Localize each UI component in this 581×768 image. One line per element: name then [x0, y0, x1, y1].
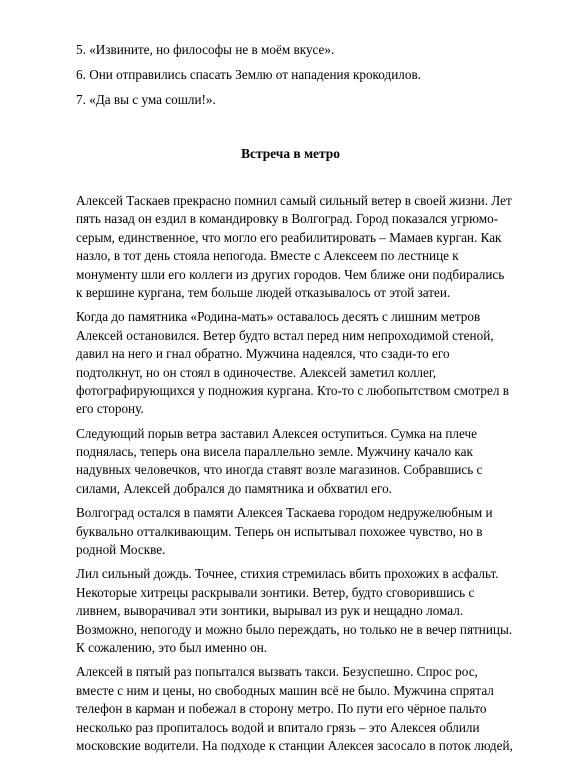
text-line: Алексей в пятый раз попытался вызвать такси. Безуспешно. Спрос рос,: [76, 664, 478, 680]
text-line: к вершине кургана, тем больше людей отказывалось от этой затеи.: [76, 284, 451, 300]
paragraph: [76, 308, 546, 418]
text-line: давил на него и гнал обратно. Мужчина надеялся, что сзади-то его: [76, 346, 450, 362]
paragraph: [76, 663, 546, 755]
text-line: силами, Алексей добрался до памятника и обхватил его.: [76, 480, 392, 496]
text-line: Возможно, непогоду и можно было переждать, но только не в вечер пятницы.: [76, 621, 513, 637]
text-line: надувных человечков, что иногда ставят возле магазинов. Собравшись с: [76, 462, 483, 478]
section-title: Встреча в метро: [241, 146, 340, 161]
text-line: Следующий порыв ветра заставил Алексея оступиться. Сумка на плече: [76, 425, 478, 441]
text-line: ливнем, выворачивал эти зонтики, вырывал из рук и нещадно ломал.: [76, 603, 464, 619]
paragraph: [76, 425, 546, 499]
text-line: Некоторые хитрецы раскрывали зонтики. Ветер, будто сговорившись с: [76, 584, 475, 600]
text-line: несколько раз пропиталось водой и впитало грязь – это Алексея облили: [76, 719, 480, 735]
text-line: Когда до памятника «Родина-мать» оставалось десять с лишним метров: [76, 309, 481, 325]
text-line: Алексей Таскаев прекрасно помнил самый сильный ветер в своей жизни. Лет: [76, 193, 512, 208]
text-line: монументу шли его коллеги из других городов. Чем ближе они подбирались: [76, 266, 505, 282]
paragraph: [76, 192, 546, 302]
text-line: телефон в карман и побежал в сторону метро. По пути его чёрное пальто: [76, 701, 487, 717]
text-line: его сторону.: [76, 401, 144, 417]
text-line: К сожалению, это был именно он.: [76, 639, 268, 655]
paragraph: [76, 504, 546, 559]
text-line: подтолкнут, но он стоял в одиночестве. Алексей заметил коллег,: [76, 364, 437, 380]
story-body: [76, 192, 546, 761]
text-line: родной Москве.: [76, 542, 166, 558]
text-line: Алексей остановился. Ветер будто встал перед ним непроходимой стеной,: [76, 327, 494, 343]
text-line: пять назад он ездил в командировку в Волгоград. Город показался угрюмо-: [76, 211, 499, 227]
paragraph: [76, 565, 546, 657]
text-line: буквально отталкивающим. Теперь он испытывал похожее чувство, но в: [76, 523, 483, 539]
numbered-list: [76, 42, 421, 118]
text-line: Лил сильный дождь. Точнее, стихия стремилась вбить прохожих в асфальт.: [76, 566, 499, 582]
list-item: 6. Они отправились спасать Землю от нападения крокодилов.: [76, 67, 421, 83]
text-line: вместе с ним и цены, но свободных машин всё не было. Мужчина спрятал: [76, 682, 494, 698]
text-line: Волгоград остался в памяти Алексея Таскаева городом недружелюбным и: [76, 505, 493, 521]
text-line: серым, единственное, что могло его реабилитировать – Мамаев курган. Как: [76, 229, 502, 245]
text-line: московские водители. На подходе к станции Алексея засосало в поток людей,: [76, 737, 513, 753]
list-item: 7. «Да вы с ума сошли!».: [76, 92, 216, 108]
list-item: 5. «Извините, но философы не в моём вкусе».: [76, 42, 335, 57]
text-line: назло, в тот день стояла непогода. Вместе с Алексеем по лестнице к: [76, 248, 459, 264]
text-line: поднялась, теперь она висела параллельно земле. Мужчину качало как: [76, 444, 473, 460]
text-line: фотографирующихся у подножия кургана. Кто-то с любопытством смотрел в: [76, 382, 509, 398]
